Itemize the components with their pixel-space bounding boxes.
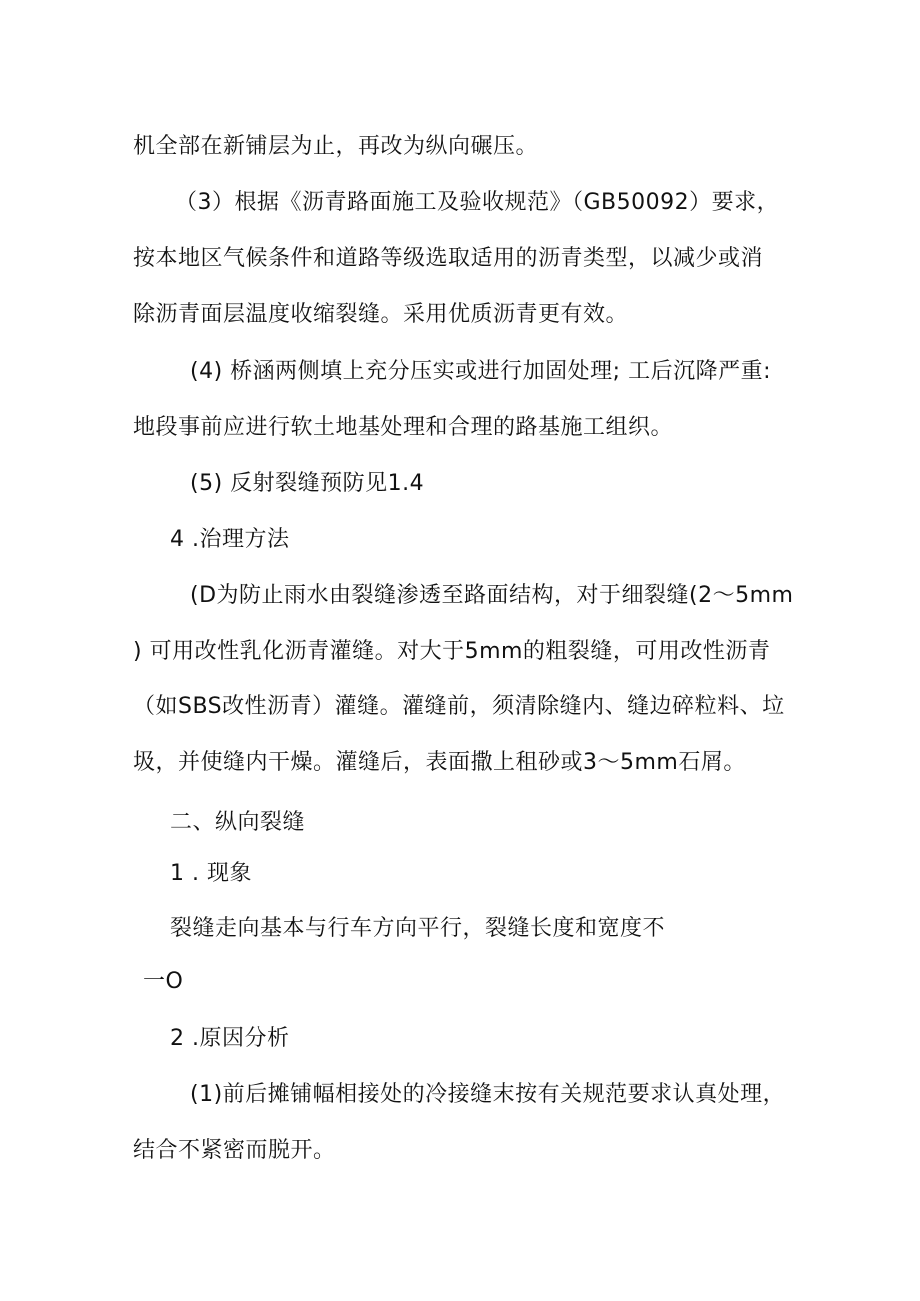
paragraph-line: 圾，并使缝内干燥。灌缝后，表面撒上租砂或3〜5mm石屑。: [133, 750, 746, 775]
paragraph-line: 机全部在新铺层为止，再改为纵向碾压。: [133, 134, 539, 159]
section-heading: 二、纵向裂缝: [170, 810, 306, 835]
paragraph-line: (5) 反射裂缝预防见1.4: [190, 471, 425, 496]
paragraph-line: 按本地区气候条件和道路等级选取适用的沥青类型，以减少或消: [133, 246, 764, 271]
paragraph-line: 除沥青面层温度收缩裂缝。采用优质沥青更有效。: [133, 302, 629, 327]
paragraph-line: 裂缝走向基本与行车方向平行，裂缝长度和宽度不: [170, 916, 666, 941]
paragraph-line: 一O: [143, 969, 184, 994]
paragraph-line: （如SBS改性沥青）灌缝。灌缝前，须清除缝内、缝边碎粒料、垃: [133, 694, 785, 719]
paragraph-line: 地段事前应进行软土地基处理和合理的路基施工组织。: [133, 415, 674, 440]
paragraph-line: (D为防止雨水由裂缝渗透至路面结构，对于细裂缝(2〜5mm: [190, 583, 794, 608]
section-heading: 2 .原因分析: [170, 1026, 290, 1051]
section-heading: 1 . 现象: [170, 861, 252, 886]
paragraph-line: (4) 桥涵两侧填上充分压实或进行加固处理; 工后沉降严重:: [190, 359, 771, 384]
paragraph-line: (1)前后摊铺幅相接处的冷接缝末按有关规范要求认真处理，: [190, 1082, 786, 1107]
paragraph-line: ) 可用改性乳化沥青灌缝。对大于5mm的粗裂缝，可用改性沥青: [133, 639, 771, 664]
paragraph-line: （3）根据《沥青路面施工及验收规范》（GB50092）要求，: [175, 190, 780, 215]
section-heading: 4 .治理方法: [170, 527, 290, 552]
paragraph-line: 结合不紧密而脱开。: [133, 1138, 336, 1163]
